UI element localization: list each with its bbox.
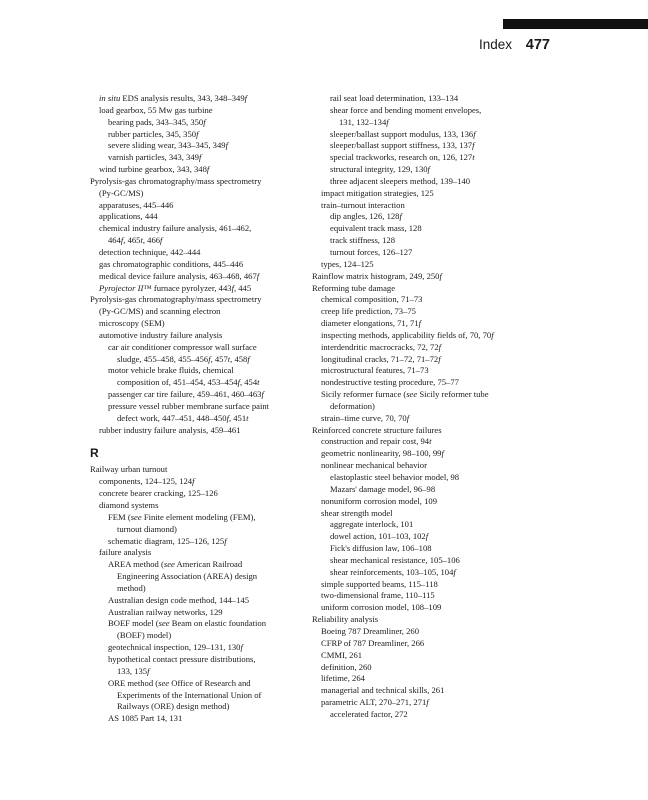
index-subentry: accelerated factor, 272 xyxy=(330,708,408,719)
index-entry-continuation: (Py-GC/MS) and scanning electron xyxy=(99,306,221,317)
index-subentry: train–turnout interaction xyxy=(321,199,405,210)
running-head xyxy=(479,36,550,54)
index-subentry: strain–time curve, 70, 70f xyxy=(321,412,410,423)
index-entry-continuation: deformation) xyxy=(330,400,375,411)
index-subentry: load gearbox, 55 Mw gas turbine xyxy=(99,104,213,115)
index-subentry: structural integrity, 129, 130f xyxy=(330,164,430,175)
index-subentry: shear mechanical resistance, 105–106 xyxy=(330,554,460,565)
index-entry-continuation: turnout diamond) xyxy=(117,523,177,534)
index-subentry: Fick's diffusion law, 106–108 xyxy=(330,543,432,554)
index-subentry: concrete bearer cracking, 125–126 xyxy=(99,488,218,499)
index-subentry: bearing pads, 343–345, 350f xyxy=(108,116,206,127)
index-subentry: apparatuses, 445–446 xyxy=(99,199,174,210)
index-subentry: nonuniform corrosion model, 109 xyxy=(321,495,437,506)
index-subentry: detection technique, 442–444 xyxy=(99,246,201,257)
index-subentry: motor vehicle brake fluids, chemical xyxy=(108,365,234,376)
index-subentry: definition, 260 xyxy=(321,661,372,672)
section-title: Index xyxy=(479,37,513,52)
index-subentry: nondestructive testing procedure, 75–77 xyxy=(321,377,459,388)
index-subentry: car air conditioner compressor wall surface xyxy=(108,341,257,352)
index-subentry: microstructural features, 71–73 xyxy=(321,365,429,376)
index-subentry: failure analysis xyxy=(99,547,152,558)
index-subentry: types, 124–125 xyxy=(321,258,374,269)
index-subentry: interdendritic macrocracks, 72, 72f xyxy=(321,341,442,352)
index-subentry: sleeper/ballast support modulus, 133, 136f xyxy=(330,128,476,139)
index-subentry: chemical composition, 71–73 xyxy=(321,294,423,305)
index-subentry: diameter elongations, 71, 71f xyxy=(321,318,422,329)
index-subentry: sleeper/ballast support stiffness, 133, 137f xyxy=(330,140,475,151)
index-subentry: passenger car tire failure, 459–461, 460–463f xyxy=(108,389,264,400)
index-main-entry: Railway urban turnout xyxy=(90,464,168,475)
index-subentry: Pyrojector II™ furnace pyrolyzer, 443f, 445 xyxy=(99,282,252,293)
index-subentry: medical device failure analysis, 463–468, 467f xyxy=(99,270,260,281)
index-subentry: schematic diagram, 125–126, 125f xyxy=(108,535,227,546)
index-subentry: two-dimensional frame, 110–115 xyxy=(321,590,435,601)
index-entry-continuation: sludge, 455–458, 455–456f, 457t, 458f xyxy=(117,353,250,364)
index-subentry: inspecting methods, applicability fields of, 70, 70f xyxy=(321,329,494,340)
index-entry-continuation: method) xyxy=(117,582,146,593)
index-entry-continuation: 133, 135f xyxy=(117,665,150,676)
index-main-entry: Pyrolysis-gas chromatography/mass spectrometry xyxy=(90,175,262,186)
index-subentry: equivalent track mass, 128 xyxy=(330,223,422,234)
index-column-right xyxy=(312,93,532,721)
index-subentry: rail seat load determination, 133–134 xyxy=(330,93,459,103)
index-main-entry: Rainflow matrix histogram, 249, 250f xyxy=(312,270,442,281)
index-column-left xyxy=(90,93,302,725)
index-subentry: severe sliding wear, 343–345, 349f xyxy=(108,140,228,151)
index-subentry: nonlinear mechanical behavior xyxy=(321,460,427,471)
index-subentry: pressure vessel rubber membrane surface paint xyxy=(108,400,270,411)
index-subentry: geotechnical inspection, 129–131, 130f xyxy=(108,642,243,653)
index-main-entry: Reinforced concrete structure failures xyxy=(312,424,442,435)
index-subentry: dip angles, 126, 128f xyxy=(330,211,402,222)
index-subentry: turnout forces, 126–127 xyxy=(330,246,413,257)
index-subentry: AREA method (see American Railroad xyxy=(108,559,243,570)
index-subentry: track stiffness, 128 xyxy=(330,235,395,246)
header-rule xyxy=(503,19,648,29)
index-entry-continuation: Engineering Association (AREA) design xyxy=(117,571,258,582)
index-subentry: construction and repair cost, 94t xyxy=(321,436,432,447)
index-entry-continuation: (Py-GC/MS) xyxy=(99,187,144,198)
index-subentry: CMMI, 261 xyxy=(321,649,363,660)
index-subentry: BOEF model (see Beam on elastic foundation xyxy=(108,618,267,629)
index-subentry: elastoplastic steel behavior model, 98 xyxy=(330,472,460,482)
index-subentry: aggregate interlock, 101 xyxy=(330,519,414,530)
index-subentry: three adjacent sleepers method, 139–140 xyxy=(330,175,471,186)
index-subentry: automotive industry failure analysis xyxy=(99,329,223,340)
index-entry-continuation: Experiments of the International Union of xyxy=(117,689,262,700)
index-subentry: components, 124–125, 124f xyxy=(99,476,195,487)
index-subentry: gas chromatographic conditions, 445–446 xyxy=(99,258,244,269)
index-subentry: lifetime, 264 xyxy=(321,673,365,684)
index-entry-continuation: (BOEF) model) xyxy=(117,630,172,641)
index-subentry: FEM (see Finite element modeling (FEM), xyxy=(108,511,256,522)
index-subentry: special trackworks, research on, 126, 127t xyxy=(330,152,475,163)
index-subentry: in situ EDS analysis results, 343, 348–349f xyxy=(99,93,248,103)
index-subentry: varnish particles, 343, 349f xyxy=(108,152,202,163)
index-subentry: AS 1085 Part 14, 131 xyxy=(108,713,183,724)
index-subentry: managerial and technical skills, 261 xyxy=(321,685,445,696)
index-subentry: rubber particles, 345, 350f xyxy=(108,128,199,139)
index-subentry: chemical industry failure analysis, 461–462, xyxy=(99,223,252,234)
index-main-entry: Reforming tube damage xyxy=(312,282,396,293)
index-subentry: parametric ALT, 270–271, 271f xyxy=(321,697,429,708)
index-subentry: Boeing 787 Dreamliner, 260 xyxy=(321,625,419,636)
page-number: 477 xyxy=(525,37,550,53)
index-entry-continuation: microscopy (SEM) xyxy=(99,318,165,329)
index-main-entry: Pyrolysis-gas chromatography/mass spectrometry xyxy=(90,294,262,305)
index-subentry: rubber industry failure analysis, 459–461 xyxy=(99,424,241,435)
index-subentry: diamond systems xyxy=(99,500,159,510)
index-subentry: shear strength model xyxy=(321,507,393,518)
index-subentry: wind turbine gearbox, 343, 348f xyxy=(99,164,210,175)
index-subentry: longitudinal cracks, 71–72, 71–72f xyxy=(321,353,441,364)
index-subentry: ORE method (see Office of Research and xyxy=(108,677,251,688)
index-subentry: geometric nonlinearity, 98–100, 99f xyxy=(321,448,444,459)
section-letter: R xyxy=(90,446,99,461)
index-subentry: hypothetical contact pressure distributions, xyxy=(108,653,256,664)
index-main-entry: Reliability analysis xyxy=(312,614,379,625)
index-entry-continuation: 131, 132–134f xyxy=(339,116,389,127)
index-entry-continuation: Railways (ORE) design method) xyxy=(117,701,230,712)
index-subentry: Mazars' damage model, 96–98 xyxy=(330,483,436,494)
index-subentry: simple supported beams, 115–118 xyxy=(321,578,438,589)
index-subentry: dowel action, 101–103, 102f xyxy=(330,531,429,542)
index-entry-continuation: 464f, 465t, 466f xyxy=(108,235,163,246)
index-subentry: CFRP of 787 Dreamliner, 266 xyxy=(321,637,425,648)
index-entry-continuation: defect work, 447–451, 448–450f, 451t xyxy=(117,412,249,423)
index-subentry: creep life prediction, 73–75 xyxy=(321,306,416,317)
index-subentry: shear force and bending moment envelopes, xyxy=(330,104,482,115)
index-subentry: Australian railway networks, 129 xyxy=(108,606,223,617)
index-subentry: Australian design code method, 144–145 xyxy=(108,594,250,605)
index-subentry: Sicily reformer furnace (see Sicily reformer tube xyxy=(321,389,489,400)
index-subentry: applications, 444 xyxy=(99,211,158,222)
index-subentry: shear reinforcements, 103–105, 104f xyxy=(330,566,456,577)
index-subentry: uniform corrosion model, 108–109 xyxy=(321,602,442,613)
index-subentry: impact mitigation strategies, 125 xyxy=(321,187,434,198)
index-entry-continuation: composition of, 451–454, 453–454f, 454t xyxy=(117,377,260,388)
